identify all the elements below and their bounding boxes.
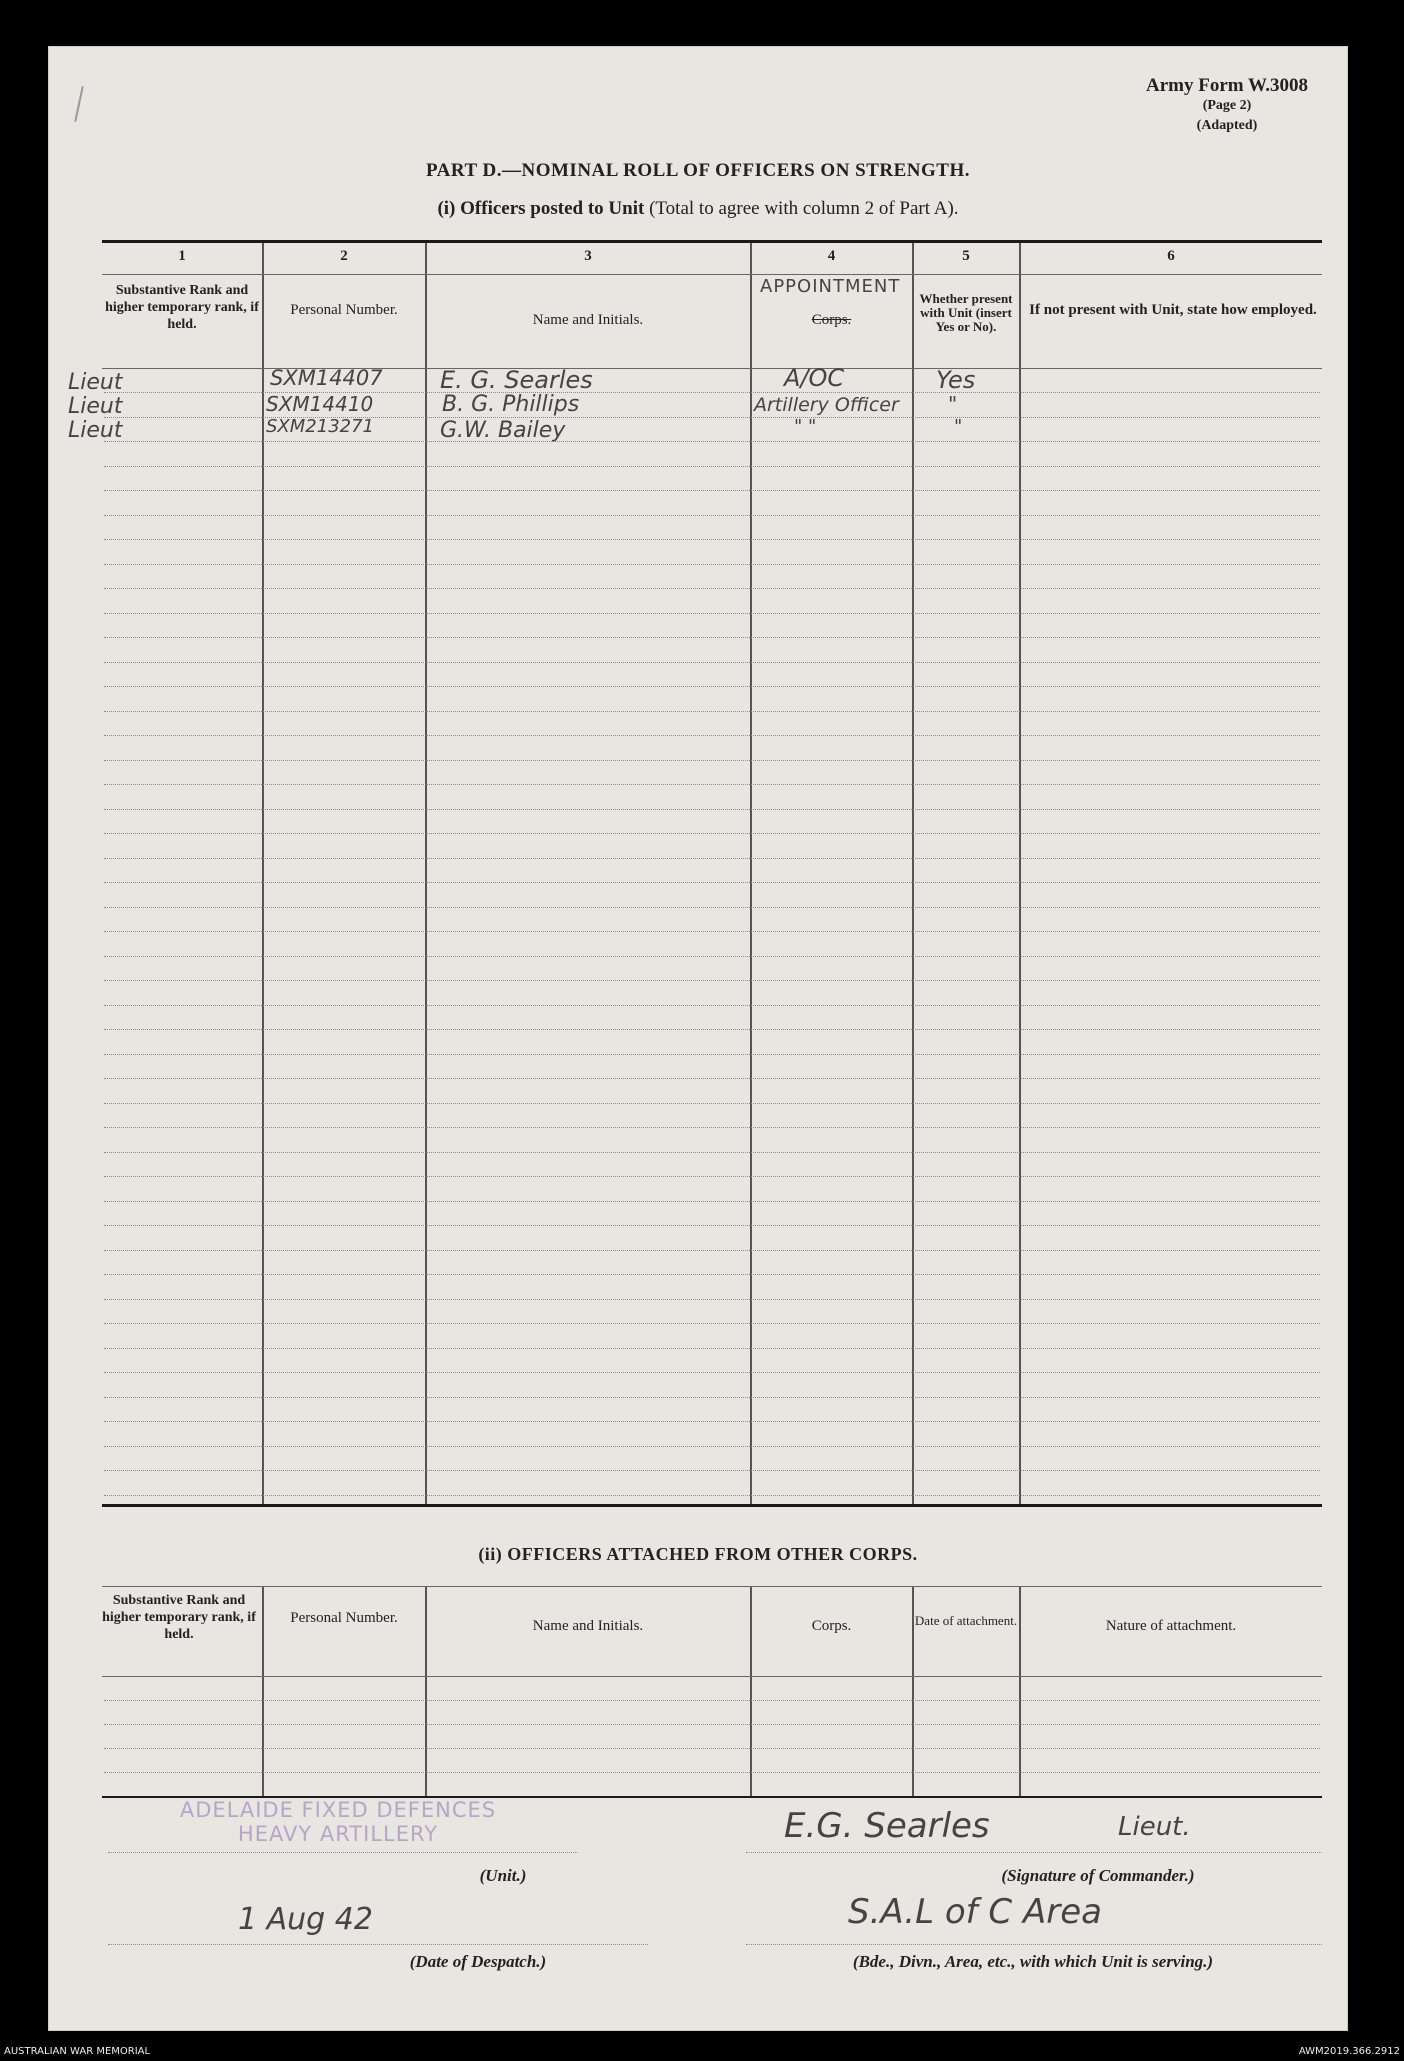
unit-stamp — [168, 1798, 508, 1846]
table1-row-line — [104, 1054, 1320, 1055]
table1-row-line — [104, 441, 1320, 442]
row1-rank: Lieut — [68, 370, 123, 395]
date-caption: (Date of Despatch.) — [409, 1952, 547, 1971]
section1-title — [48, 198, 1348, 220]
table1-row-line — [104, 711, 1320, 712]
form-page — [48, 46, 1348, 2031]
table1-row-line — [104, 1421, 1320, 1422]
table2-row-line — [104, 1700, 1320, 1701]
row1-name: E. G. Searles — [440, 366, 593, 394]
s2-header-date: Date of attachment. — [914, 1613, 1018, 1628]
table1-row-line — [104, 490, 1320, 491]
signature-line — [746, 1852, 1322, 1853]
col-number-5: 5 — [962, 248, 970, 264]
table1-row-line — [104, 564, 1320, 565]
row1-present: Yes — [936, 366, 976, 394]
table1-row-line — [104, 760, 1320, 761]
pencil-mark — [74, 86, 83, 122]
table1-row-line — [104, 931, 1320, 932]
table1-row-line — [104, 539, 1320, 540]
date-line — [108, 1944, 648, 1945]
serving-caption: (Bde., Divn., Area, etc., with which Unit is serving.) — [852, 1952, 1214, 1971]
table1-row-line — [104, 1225, 1320, 1226]
section2-title: (ii) OFFICERS ATTACHED FROM OTHER CORPS. — [478, 1544, 918, 1564]
table1-row-line — [104, 858, 1320, 859]
row2-name: B. G. Phillips — [442, 392, 580, 417]
table1-row-line — [104, 1372, 1320, 1373]
table1-row-line — [104, 1397, 1320, 1398]
serving-line — [746, 1944, 1322, 1945]
commander-signature: E.G. Searles — [784, 1806, 990, 1846]
row3-name: G.W. Bailey — [440, 418, 566, 443]
table1-row-line — [104, 1250, 1320, 1251]
table1-bottom-rule — [102, 1504, 1322, 1507]
col-number-6: 6 — [1167, 248, 1175, 264]
s2-header-corps: Corps. — [811, 1618, 852, 1634]
row3-corps: " " — [794, 416, 817, 437]
row3-present: " — [954, 416, 963, 437]
header-personal-number: Personal Number. — [290, 302, 398, 318]
row1-number: SXM14407 — [270, 366, 383, 390]
table1-row-line — [104, 956, 1320, 957]
table1-row-line — [104, 1029, 1320, 1030]
table1-col-divider — [912, 243, 914, 1504]
form-name: Army Form W.3008 — [1145, 75, 1308, 96]
table1-row-line — [104, 735, 1320, 736]
header-name: Name and Initials. — [532, 312, 644, 328]
table2-row-line — [104, 1748, 1320, 1749]
table1-row-line — [104, 1103, 1320, 1104]
form-adapted-note: (Adapted) — [1196, 118, 1258, 133]
table2-row-line — [104, 1724, 1320, 1725]
table1-row-line — [104, 1348, 1320, 1349]
table2-header-rule — [102, 1586, 1322, 1587]
row3-number: SXM213271 — [266, 416, 374, 437]
row2-number: SXM14410 — [266, 392, 374, 416]
col-number-2: 2 — [340, 248, 348, 264]
header-how-employed: If not present with Unit, state how employed. — [1029, 302, 1317, 318]
s2-header-nature: Nature of attachment. — [1105, 1618, 1237, 1634]
table1-col-divider — [262, 243, 264, 1504]
table1-top-rule — [102, 240, 1322, 243]
table1-col-divider — [750, 243, 752, 1504]
appointment-handwritten: APPOINTMENT — [760, 276, 901, 297]
table1-row-line — [104, 1127, 1320, 1128]
table1-header-rule — [102, 274, 1322, 275]
section1-title-bold: (i) Officers posted to Unit — [437, 198, 645, 219]
table1-row-line — [104, 1323, 1320, 1324]
header-corps: Corps. — [811, 312, 852, 328]
commander-rank: Lieut. — [1118, 1812, 1191, 1842]
table1-row-line — [104, 882, 1320, 883]
table1-row-line — [104, 1446, 1320, 1447]
section1-title-rest: (Total to agree with column 2 of Part A). — [644, 198, 959, 219]
table1-row-line — [104, 613, 1320, 614]
table1-row-line — [104, 1152, 1320, 1153]
footer-right: AWM2019.366.2912 — [1298, 2046, 1400, 2057]
table1-row-line — [104, 1470, 1320, 1471]
unit-caption: (Unit.) — [479, 1866, 527, 1885]
table1-col-divider — [1019, 243, 1021, 1504]
footer-left: AUSTRALIAN WAR MEMORIAL — [4, 2046, 151, 2057]
table1-row-line — [104, 784, 1320, 785]
table1-row-line — [104, 1078, 1320, 1079]
serving-with: S.A.L of C Area — [848, 1892, 1102, 1932]
header-whether-present: Whether present with Unit (insert Yes or No). — [919, 291, 1013, 334]
row2-corps: Artillery Officer — [754, 394, 899, 416]
table1-row-line — [104, 515, 1320, 516]
s2-header-name: Name and Initials. — [532, 1618, 644, 1634]
table1-row-line — [104, 1176, 1320, 1177]
table1-row-line — [104, 809, 1320, 810]
table1-row-line — [104, 833, 1320, 834]
table1-row-line — [104, 466, 1320, 467]
form-page-number: (Page 2) — [1202, 98, 1252, 113]
table1-row-line — [104, 1495, 1320, 1496]
table1-row-line — [104, 907, 1320, 908]
table1-row-line — [104, 1005, 1320, 1006]
col-number-4: 4 — [827, 248, 836, 264]
form-identifier — [1146, 76, 1308, 136]
table1-row-line — [104, 637, 1320, 638]
row2-present: " — [948, 392, 958, 416]
col-number-1: 1 — [178, 248, 186, 264]
header-rank: Substantive Rank and higher temporary rank, if held. — [105, 283, 259, 332]
table1-row-line — [104, 1274, 1320, 1275]
despatch-date: 1 Aug 42 — [238, 1902, 373, 1937]
s2-header-rank: Substantive Rank and higher temporary rank, if held. — [102, 1593, 256, 1642]
signature-caption: (Signature of Commander.) — [1001, 1866, 1195, 1885]
col-number-3: 3 — [584, 248, 592, 264]
table1-row-line — [104, 1299, 1320, 1300]
part-title: PART D.—NOMINAL ROLL OF OFFICERS ON STRENGTH. — [425, 160, 971, 181]
unit-line — [108, 1852, 578, 1853]
table1-col-divider — [425, 243, 427, 1504]
table1-row-line — [104, 686, 1320, 687]
table1-row-line — [104, 588, 1320, 589]
table1-row-line — [104, 662, 1320, 663]
stamp-line-2: HEAVY ARTILLERY — [237, 1822, 439, 1846]
table1-row-line — [104, 1201, 1320, 1202]
row2-rank: Lieut — [68, 394, 123, 419]
s2-header-personal-number: Personal Number. — [290, 1610, 398, 1626]
table2-row-line — [104, 1772, 1320, 1773]
stamp-line-1: ADELAIDE FIXED DEFENCES — [179, 1798, 497, 1822]
table1-row-line — [104, 980, 1320, 981]
table2-header-rule — [102, 1676, 1322, 1677]
row1-corps: A/OC — [784, 364, 845, 392]
row3-rank: Lieut — [68, 418, 123, 443]
